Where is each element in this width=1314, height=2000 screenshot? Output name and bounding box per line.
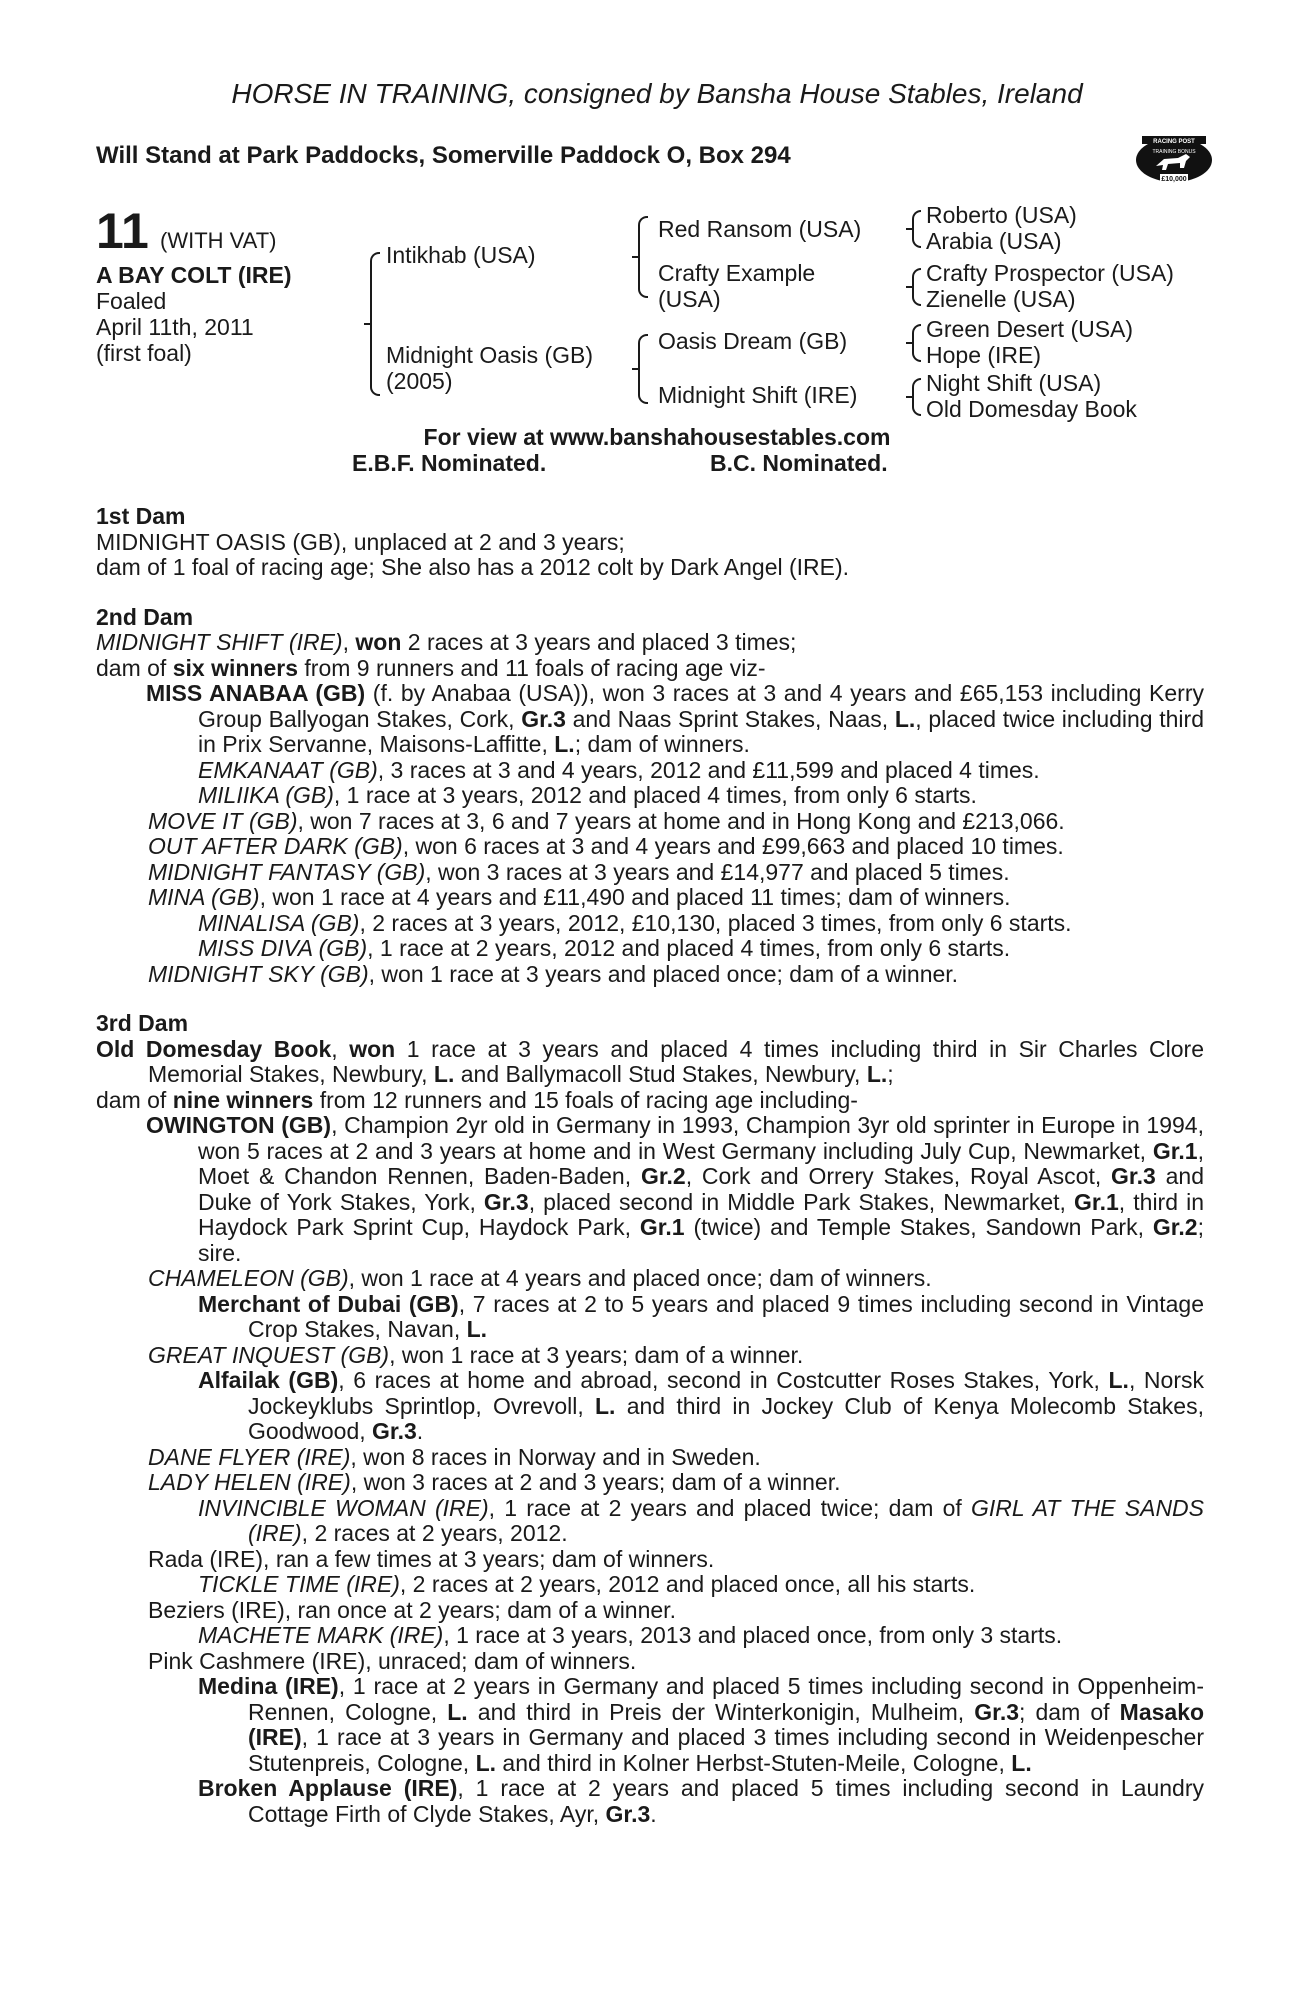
sss: Roberto (USA) <box>926 202 1077 228</box>
produce-entry: MISS ANABAA (GB) (f. by Anabaa (USA)), won 3 races at 3 and 4 years and £65,153 including Kerry Group Ballyogan Stakes, Cork, Gr.3 and Naas Sprint Stakes, Naas, L., placed twice including third in Prix Servanne, Maisons-Laffitte, L.; dam of winners. <box>146 680 1204 757</box>
foal-note: (first foal) <box>96 340 192 366</box>
produce-entry: Beziers (IRE), ran once at 2 years; dam of a winner. <box>148 1596 676 1623</box>
training-bonus-badge-icon <box>1134 128 1214 192</box>
produce-entry: LADY HELEN (IRE), won 3 races at 2 and 3 years; dam of a winner. <box>148 1469 841 1495</box>
pedigree-brace <box>912 324 921 362</box>
ssd: Arabia (USA) <box>926 228 1062 254</box>
produce-entry: GREAT INQUEST (GB), won 1 race at 3 years; dam of a winner. <box>148 1341 804 1368</box>
produce-entry: MILIIKA (GB), 1 race at 3 years, 2012 and placed 4 times, from only 6 starts. <box>198 782 977 808</box>
produce-entry: MINA (GB), won 1 race at 4 years and £11,490 and placed 11 times; dam of winners. <box>148 884 1011 910</box>
dsd: Hope (IRE) <box>926 342 1042 368</box>
svg-text:RACING POST: RACING POST <box>1153 139 1195 145</box>
produce-entry: DANE FLYER (IRE), won 8 races in Norway and in Sweden. <box>148 1443 761 1470</box>
pedigree-brace <box>912 268 921 306</box>
produce-entry: CHAMELEON (GB), won 1 race at 4 years and placed once; dam of winners. <box>148 1265 932 1291</box>
pedigree-brace <box>370 252 380 396</box>
catalogue-body <box>96 504 1204 1827</box>
dam-dam: Midnight Shift (IRE) <box>658 382 858 408</box>
dss: Green Desert (USA) <box>926 316 1134 342</box>
produce-entry: Medina (IRE), 1 race at 2 years in Germany and placed 5 times including second in Oppenheim-Rennen, Cologne, L. and third in Preis der Winterkonigin, Mulheim, Gr.3; dam of Masako (IRE), 1 race at 3 years in Germany and placed 3 times including second in Weidenpescher Stutenpreis, Cologne, L. and third in Kolner Herbst-Stuten-Meile, Cologne, L. <box>198 1673 1205 1776</box>
lot-number: 11 <box>96 203 149 259</box>
produce-entry: MACHETE MARK (IRE), 1 race at 3 years, 2013 and placed once, from only 3 starts. <box>198 1622 1063 1648</box>
produce-entry: Pink Cashmere (IRE), unraced; dam of winners. <box>148 1647 637 1674</box>
produce-entry: MOVE IT (GB), won 7 races at 3, 6 and 7 years at home and in Hong Kong and £213,066. <box>148 807 1065 834</box>
dam: Midnight Oasis (GB) <box>386 342 594 368</box>
first-dam-text: MIDNIGHT OASIS (GB), unplaced at 2 and 3 years; <box>96 528 625 555</box>
produce-entry: Broken Applause (IRE), 1 race at 2 years and placed 5 times including second in Laundry Cottage Firth of Clyde Stakes, Ayr, Gr.3. <box>198 1775 1204 1827</box>
svg-text:TRAINING BONUS: TRAINING BONUS <box>1152 149 1196 155</box>
page-title: HORSE IN TRAINING, consigned by Bansha House Stables, Ireland <box>231 78 1083 109</box>
produce-entry: MIDNIGHT SKY (GB), won 1 race at 3 years and placed once; dam of a winner. <box>148 960 959 987</box>
foaled-date: April 11th, 2011 <box>96 314 254 340</box>
produce-entry: Rada (IRE), ran a few times at 3 years; dam of winners. <box>148 1545 715 1572</box>
produce-entry: OWINGTON (GB), Champion 2yr old in Germany in 1993, Champion 3yr old sprinter in Europe in 1994, won 5 races at 2 and 3 years at home and in West Germany including July Cup, Newmarket, Gr.1, Moet & Chandon Rennen, Baden-Baden, Gr.2, Cork and Orrery Stakes, Royal Ascot, Gr.3 and Duke of York Stakes, York, Gr.3, placed second in Middle Park Stakes, Newmarket, Gr.1, third in Haydock Park Sprint Cup, Haydock Park, Gr.1 (twice) and Temple Stakes, Sandown Park, Gr.2; sire. <box>146 1112 1205 1266</box>
sire-dam: Crafty Example <box>658 260 816 286</box>
ebf-nominated: E.B.F. Nominated. <box>352 450 547 476</box>
produce-entry: MIDNIGHT FANTASY (GB), won 3 races at 3 years and £14,977 and placed 5 times. <box>148 858 1010 885</box>
dds: Night Shift (USA) <box>926 370 1102 396</box>
dam-year: (2005) <box>386 368 453 394</box>
sire-dam-country: (USA) <box>658 286 721 312</box>
svg-text:£10,000: £10,000 <box>1161 176 1187 183</box>
view-website: For view at www.banshahousestables.com <box>423 424 891 450</box>
horse-description: A BAY COLT (IRE) <box>96 262 292 288</box>
produce-entry: MISS DIVA (GB), 1 race at 2 years, 2012 and placed 4 times, from only 6 starts. <box>198 935 1011 961</box>
sdd: Zienelle (USA) <box>926 286 1076 312</box>
produce-entry: Alfailak (GB), 6 races at home and abroad, second in Costcutter Roses Stakes, York, L., Norsk Jockeyklubs Sprintlop, Ovrevoll, L. and third in Jockey Club of Kenya Molecomb Stakes, Goodwood, Gr.3. <box>198 1367 1204 1444</box>
produce-entry: EMKANAAT (GB), 3 races at 3 and 4 years, 2012 and £11,599 and placed 4 times. <box>198 756 1040 783</box>
bc-nominated: B.C. Nominated. <box>710 450 888 476</box>
stand-location: Will Stand at Park Paddocks, Somerville Paddock O, Box 294 <box>96 142 791 169</box>
produce-entry: OUT AFTER DARK (GB), won 6 races at 3 and 4 years and £99,663 and placed 10 times. <box>148 833 1064 859</box>
pedigree-brace <box>638 216 648 298</box>
second-dam-text: dam of six winners from 9 runners and 11 foals of racing age viz- <box>96 654 766 681</box>
foaled-label: Foaled <box>96 288 167 314</box>
dam-sire: Oasis Dream (GB) <box>658 328 848 354</box>
vat-note: (WITH VAT) <box>160 228 277 253</box>
first-dam-heading: 1st Dam <box>96 503 186 529</box>
produce-entry: INVINCIBLE WOMAN (IRE), 1 race at 2 years and placed twice; dam of GIRL AT THE SANDS (IRE), 2 races at 2 years, 2012. <box>198 1494 1205 1546</box>
produce-entry: TICKLE TIME (IRE), 2 races at 2 years, 2012 and placed once, all his starts. <box>198 1571 976 1597</box>
sire-sire: Red Ransom (USA) <box>658 216 862 242</box>
produce-entry: MINALISA (GB), 2 races at 3 years, 2012, £10,130, placed 3 times, from only 6 starts. <box>198 909 1072 936</box>
sire: Intikhab (USA) <box>386 242 536 268</box>
first-dam-text: dam of 1 foal of racing age; She also has a 2012 colt by Dark Angel (IRE). <box>96 554 850 580</box>
ddd: Old Domesday Book <box>926 396 1137 422</box>
second-dam-text: MIDNIGHT SHIFT (IRE), won 2 races at 3 years and placed 3 times; <box>96 629 797 655</box>
pedigree-brace <box>912 210 921 248</box>
produce-entry: Merchant of Dubai (GB), 7 races at 2 to 5 years and placed 9 times including second in Vintage Crop Stakes, Navan, L. <box>198 1290 1204 1342</box>
third-dam-text: dam of nine winners from 12 runners and 15 foals of racing age including- <box>96 1086 858 1113</box>
third-dam-heading: 3rd Dam <box>96 1010 189 1036</box>
sds: Crafty Prospector (USA) <box>926 260 1174 286</box>
pedigree-brace <box>912 378 921 416</box>
second-dam-heading: 2nd Dam <box>96 603 194 630</box>
pedigree-brace <box>638 334 648 404</box>
third-dam-text: Old Domesday Book, won 1 race at 3 years and placed 4 times including third in Sir Charles Clore Memorial Stakes, Newbury, L. and Ballymacoll Stud Stakes, Newbury, L.; <box>96 1035 1205 1087</box>
